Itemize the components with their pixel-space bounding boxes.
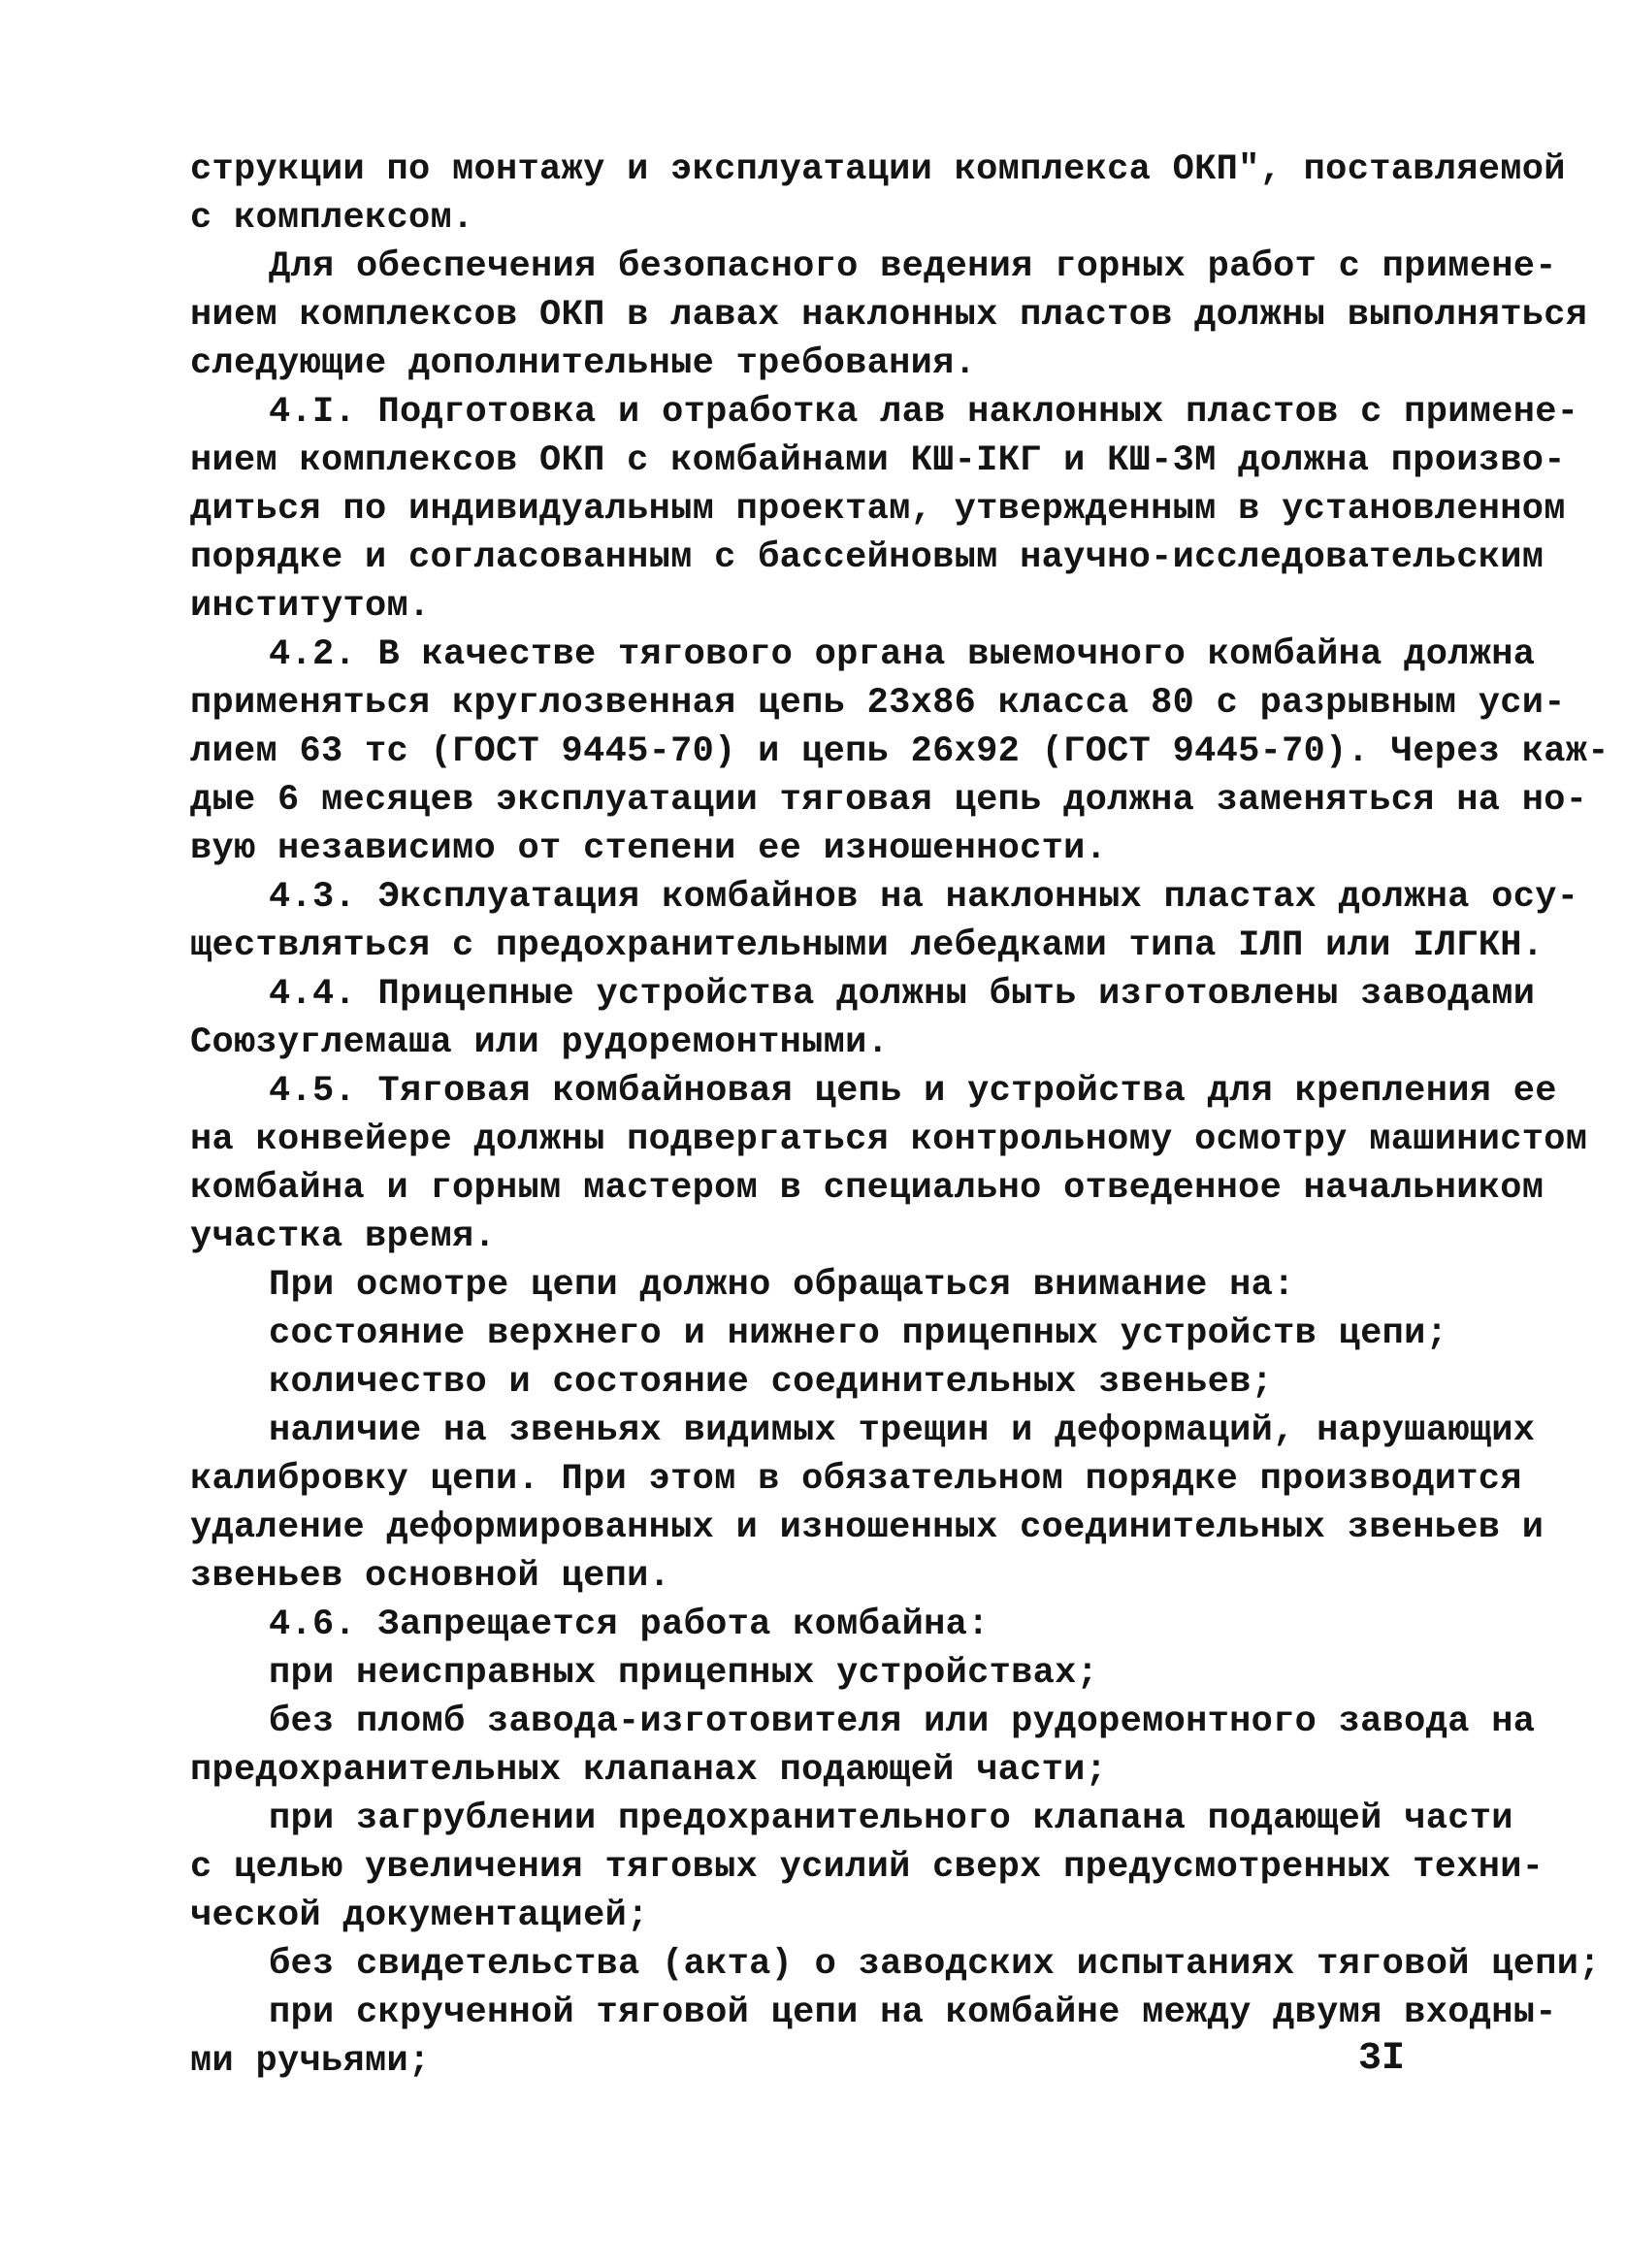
- text-line: применяться круглозвенная цепь 23х86 класса 80 с разрывным уси-: [190, 683, 1566, 724]
- text-line: без пломб завода-изготовителя или рудоремонтного завода на: [269, 1701, 1536, 1742]
- text-line: при скрученной тяговой цепи на комбайне между двумя входны-: [269, 1993, 1557, 2033]
- text-line: следующие дополнительные требования.: [190, 343, 977, 384]
- text-line: 4.5. Тяговая комбайновая цепь и устройства для крепления ее: [269, 1071, 1557, 1112]
- text-line: нием комплексов ОКП с комбайнами КШ-IКГ и КШ-3М должна произво-: [190, 440, 1566, 481]
- text-line: участка время.: [190, 1216, 497, 1257]
- text-line: струкции по монтажу и эксплуатации комплекса ОКП", поставляемой: [190, 149, 1566, 190]
- text-line: удаление деформированных и изношенных соединительных звеньев и: [190, 1507, 1545, 1548]
- text-line: 4.2. В качестве тягового органа выемочного комбайна должна: [269, 634, 1536, 675]
- text-line: 4.4. Прицепные устройства должны быть изготовлены заводами: [269, 974, 1536, 1015]
- text-line: без свидетельства (акта) о заводских испытаниях тяговой цепи;: [269, 1944, 1601, 1985]
- text-line: 4.6. Запрещается работа комбайна:: [269, 1604, 990, 1645]
- text-line: при загрублении предохранительного клапана подающей части: [269, 1798, 1513, 1839]
- text-line: ческой документацией;: [190, 1895, 649, 1936]
- text-line: вую независимо от степени ее изношенности.: [190, 828, 1108, 869]
- text-line: с целью увеличения тяговых усилий сверх предусмотренных техни-: [190, 1847, 1545, 1888]
- text-line: с комплексом.: [190, 198, 474, 239]
- text-line: предохранительных клапанах подающей части;: [190, 1750, 1108, 1791]
- text-line: количество и состояние соединительных звеньев;: [269, 1362, 1274, 1403]
- text-line: ми ручьями;: [190, 2041, 431, 2082]
- text-line: наличие на звеньях видимых трещин и деформаций, нарушающих: [269, 1410, 1536, 1451]
- text-line: нием комплексов ОКП в лавах наклонных пластов должны выполняться: [190, 295, 1588, 336]
- text-line: звеньев основной цепи.: [190, 1556, 671, 1597]
- text-line: 4.3. Эксплуатация комбайнов на наклонных пластах должна осу-: [269, 877, 1579, 918]
- text-line: диться по индивидуальным проектам, утвержденным в установленном: [190, 489, 1566, 530]
- text-line: дые 6 месяцев эксплуатации тяговая цепь должна заменяться на но-: [190, 780, 1588, 821]
- text-line: на конвейере должны подвергаться контрольному осмотру машинистом: [190, 1119, 1588, 1160]
- page-number: 3I: [1358, 2037, 1406, 2081]
- text-line: лием 63 тс (ГОСТ 9445-70) и цепь 26х92 (ГОСТ 9445-70). Через каж-: [190, 731, 1610, 772]
- text-line: калибровку цепи. При этом в обязательном порядке производится: [190, 1459, 1522, 1500]
- text-line: при неисправных прицепных устройствах;: [269, 1653, 1099, 1694]
- text-line: институтом.: [190, 586, 431, 627]
- text-line: Союзуглемаша или рудоремонтными.: [190, 1022, 890, 1063]
- text-line: При осмотре цепи должно обращаться внимание на:: [269, 1265, 1295, 1306]
- text-line: Для обеспечения безопасного ведения горных работ с примене-: [269, 246, 1557, 287]
- text-line: 4.I. Подготовка и отработка лав наклонных пластов с примене-: [269, 392, 1579, 433]
- text-line: комбайна и горным мастером в специально отведенное начальником: [190, 1168, 1545, 1209]
- text-line: состояние верхнего и нижнего прицепных устройств цепи;: [269, 1313, 1448, 1354]
- text-line: ществляться с предохранительными лебедками типа IЛП или IЛГКН.: [190, 925, 1545, 966]
- text-line: порядке и согласованным с бассейновым научно-исследовательским: [190, 537, 1545, 578]
